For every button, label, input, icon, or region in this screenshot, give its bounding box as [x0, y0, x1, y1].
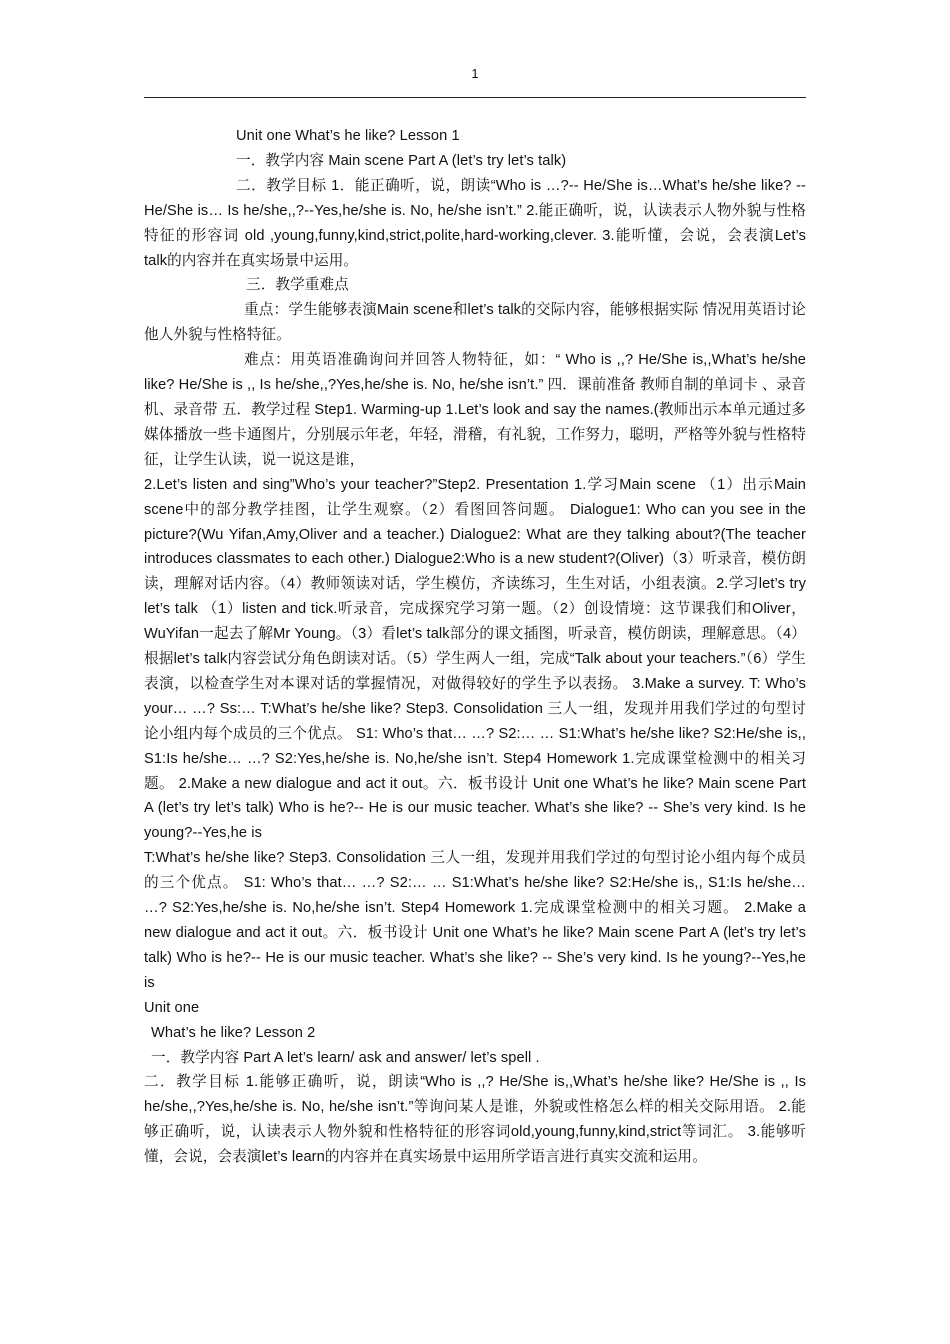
- lesson2-content: 一．教学内容 Part A let’s learn/ ask and answer/ let’s spell .: [151, 1049, 540, 1066]
- lesson1-key-points: 重点：学生能够表演Main scene和let’s talk的交际内容，能够根据实际 情况用英语讨论他人外貌与性格特征。: [144, 302, 806, 344]
- lesson1-key-points-heading: 三．教学重难点: [246, 277, 349, 294]
- lesson1-title: Unit one What’s he like? Lesson 1: [236, 128, 460, 144]
- page-number: 1: [471, 66, 479, 81]
- lesson2-title: What’s he like? Lesson 2: [151, 1024, 316, 1041]
- header-rule: [144, 97, 806, 98]
- lesson1-presentation: 2.Let’s listen and sing”Who’s your teacher?”Step2. Presentation 1.学习Main scene （1）出示Main scene中的部分教学挂图，让学生观察。（2）看图回答问题。 Dialogue1: Who can you see in the picture?(Wu Yifan,Amy,Oliver and a teacher.) Dialogue2: What are they talking about?(The teacher introduces classmates to each other.) Dialogue2:Who is a new student?(Oliver)（3）听录音，模仿朗读，理解对话内容。（4）教师领读对话，学生模仿，齐读练习，生生对话，小组表演。2.学习let’s try let’s talk （1）listen and tick.听录音，完成探究学习第一题。（2）创设情境：这节课我们和Oliver，WuYifan一起去了解Mr Young。（3）看let’s talk部分的课文插图，听录音，模仿朗读，理解意思。（4）根据let’s talk内容尝试分角色朗读对话。（5）学生两人一组，完成“Talk about your teachers.”（6）学生表演，以检查学生对本课对话的掌握情况，对做得较好的学生予以表扬。 3.Make a survey. T: Who’s your… …? Ss:… T:What’s he/she like? Step3. Consolidation 三人一组，发现并用我们学过的句型讨论小组内每个成员的三个优点。 S1: Who’s that… …? S2:… … S1:What’s he/she like? S2:He/she is,, S1:Is he/she… …? S2:Yes,he/she is. No,he/she isn’t. Step4 Homework 1.完成课堂检测中的相关习题。 2.Make a new dialogue and act it out。六．板书设计 Unit one What’s he like? Main scene Part A (let’s try let’s talk) Who is he?-- He is our music teacher. What’s she like? -- She’s very kind. Is he young?--Yes,he is: [144, 476, 806, 842]
- lesson2-unit: Unit one: [144, 999, 200, 1016]
- lesson2-objectives: 二．教学目标 1.能够正确听，说，朗读“Who is ,,? He/She is,,What’s he/she like? He/She is ,, Is he/she,,?Yes,he/she is. No, he/she isn’t.”等询问某人是谁，外貌或性格怎么样的相关交际用语。 2.能够正确听，说，认读表示人物外貌和性格特征的形容词old,young,funny,kind,strict等词汇。 3.能够听懂，会说，会表演let’s learn的内容并在真实场景中运用所学语言进行真实交流和运用。: [144, 1074, 806, 1166]
- document-body: [144, 124, 806, 1170]
- lesson1-objectives: 二．教学目标 1．能正确听，说，朗读“Who is …?-- He/She is…What’s he/she like? -- He/She is… Is he/she,,?--Yes,he/she is. No, he/she isn’t.” 2.能正确听，说，认读表示人物外貌与性格特征的形容词 old ,young,funny,kind,strict,polite,hard-working,clever. 3.能听懂，会说，会表演Let’s talk的内容并在真实场景中运用。: [144, 177, 806, 269]
- lesson1-difficulties-and-process: 难点：用英语准确询问并回答人物特征，如：“ Who is ,,? He/She is,,What’s he/she like? He/She is ,, Is he/she,,?Yes,he/she is. No, he/she isn’t.” 四．课前准备 教师自制的单词卡 、录音机、录音带 五．教学过程 Step1. Warming-up 1.Let’s look and say the names.(教师出示本单元通过多媒体播放一些卡通图片，分别展示年老，年轻，滑稽，有礼貌，工作努力，聪明，严格等外貌与性格特征，让学生认读，说一说这是谁，: [144, 352, 806, 468]
- lesson1-content: 一．教学内容 Main scene Part A (let’s try let’s talk): [236, 152, 567, 169]
- lesson1-consolidation-repeat: T:What’s he/she like? Step3. Consolidation 三人一组，发现并用我们学过的句型讨论小组内每个成员的三个优点。 S1: Who’s that… …? S2:… … S1:What’s he/she like? S2:He/she is,, S1:Is he/she… …? S2:Yes,he/she is. No,he/she isn’t. Step4 Homework 1.完成课堂检测中的相关习题。 2.Make a new dialogue and act it out。六．板书设计 Unit one What’s he like? Main scene Part A (let’s try let’s talk) Who is he?-- He is our music teacher. What’s she like? -- She’s very kind. Is he young?--Yes,he is: [144, 850, 806, 991]
